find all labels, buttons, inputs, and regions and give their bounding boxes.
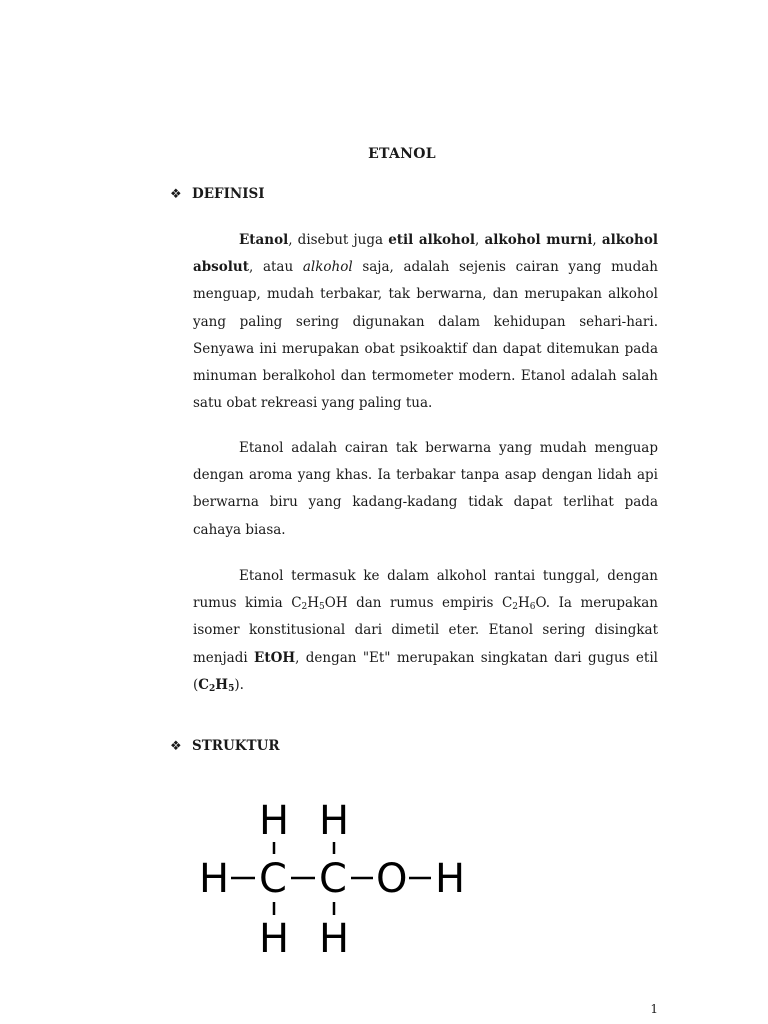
subscript: 5 [319,602,325,613]
subscript: 2 [301,602,308,613]
term-alkohol-absolut: alkohol absolut [193,232,659,276]
text: H [215,676,229,693]
term-ethyl-formula [198,677,234,693]
text: ). [234,676,244,693]
term-etil-alkohol: etil alkohol [388,232,476,248]
text: C [198,676,210,693]
paragraph-properties [193,435,658,544]
term-etanol: Etanol [239,232,289,248]
atom-o: O [376,856,408,902]
heading-label: STRUKTUR [192,738,280,754]
atom-h-top-2: H [319,798,350,844]
term-alkohol-italic: alkohol [302,259,353,276]
page-title: ETANOL [368,146,436,162]
text: OH dan rumus empiris C [324,595,513,612]
section-heading-definisi [170,186,265,202]
term-alkohol-murni: alkohol murni [484,232,593,248]
atom-c-2: C [319,856,347,902]
atom-c-1: C [259,856,287,902]
text: Etanol adalah cairan tak berwarna yang mudah menguap dengan aroma yang khas. Ia terbakar tanpa asap dengan lidah api berwarna biru yang kadang-kadang tidak dapat terlihat pada cahaya biasa. [193,440,658,538]
text: , dengan "Et" merupakan singkatan dari gugus etil ( [193,649,658,693]
atom-h-left: H [199,856,230,902]
text: Etanol termasuk ke dalam alkohol rantai tunggal, dengan rumus kimia C [193,568,658,612]
ethanol-structure-diagram [195,790,475,960]
diamond-bullet-icon: ❖ [170,738,182,754]
text: H [518,595,530,612]
text: , [475,232,485,248]
atom-h-right: H [435,856,466,902]
page-number: 1 [650,1002,658,1016]
text: H [307,595,320,612]
paragraph-definition [193,227,658,417]
heading-label: DEFINISI [192,186,265,202]
text: O. Ia merupakan isomer konstitusional dari dimetil eter. Etanol sering disingkat menjadi [193,595,658,666]
text: , atau [248,259,303,276]
section-heading-struktur [170,738,280,754]
subscript: 2 [209,683,216,694]
atom-h-top-1: H [259,798,290,844]
text: saja, adalah sejenis cairan yang mudah menguap, mudah terbakar, tak berwarna, dan merupakan alkohol yang paling sering digunakan dalam kehidupan sehari-hari. Senyawa ini merupakan obat psikoaktif dan dapat ditemukan pada minuman beralkohol dan termometer modern. Etanol adalah salah satu obat rekreasi yang paling tua. [193,259,658,412]
text: , [592,232,602,248]
subscript: 6 [529,602,536,613]
diamond-bullet-icon: ❖ [170,186,182,202]
term-etoh: EtOH [254,649,296,666]
atom-h-bottom-1: H [259,916,290,960]
subscript: 5 [228,683,235,694]
subscript: 2 [512,602,519,613]
text: , disebut juga [288,232,389,248]
paragraph-formula [193,563,658,699]
atom-h-bottom-2: H [319,916,350,960]
